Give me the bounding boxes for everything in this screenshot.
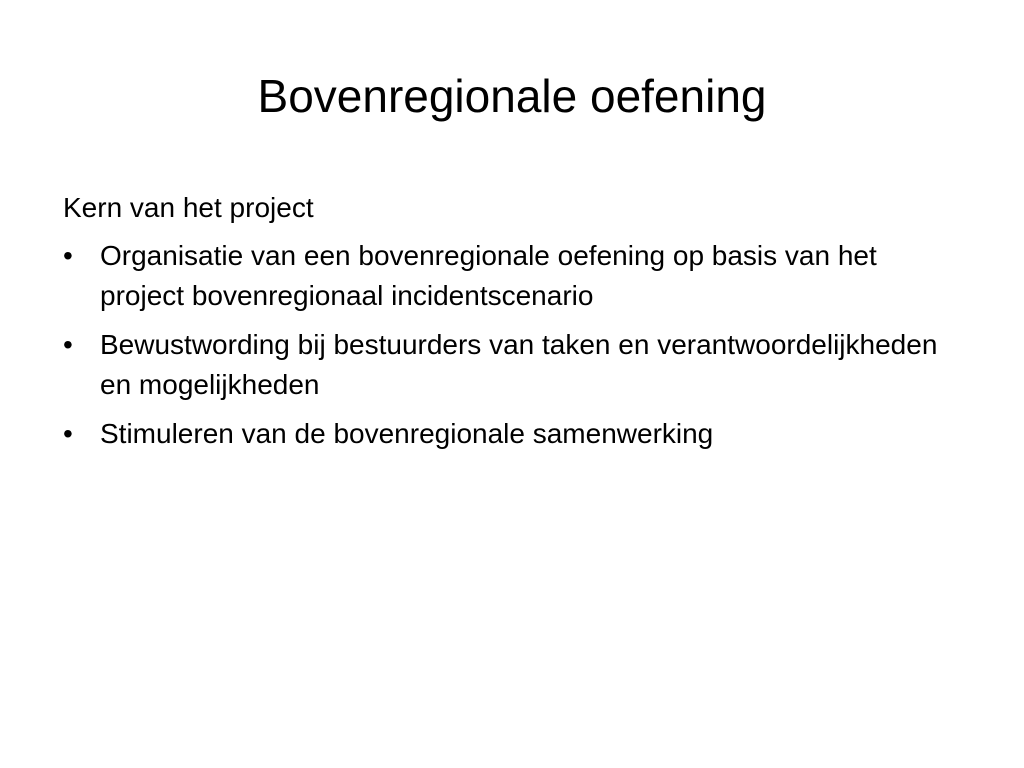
bullet-dot-icon: •: [63, 329, 73, 360]
bullet-text: Bewustwording bij bestuurders van taken en verantwoordelijkheden en mogelijkheden: [100, 329, 938, 400]
bullet-text: Organisatie van een bovenregionale oefening op basis van het project bovenregionaal incidentscenario: [100, 240, 877, 311]
bullet-item: [63, 325, 963, 405]
bullet-dot-icon: •: [63, 240, 73, 271]
bullet-item: [63, 236, 963, 316]
bullet-dot-icon: •: [63, 418, 73, 449]
slide-title: Bovenregionale oefening: [257, 70, 767, 122]
bullet-item: [63, 414, 963, 454]
bullet-list: [63, 236, 963, 454]
slide-body: [63, 188, 963, 463]
intro-text: Kern van het project: [63, 192, 314, 223]
bullet-text: Stimuleren van de bovenregionale samenwerking: [100, 418, 714, 449]
